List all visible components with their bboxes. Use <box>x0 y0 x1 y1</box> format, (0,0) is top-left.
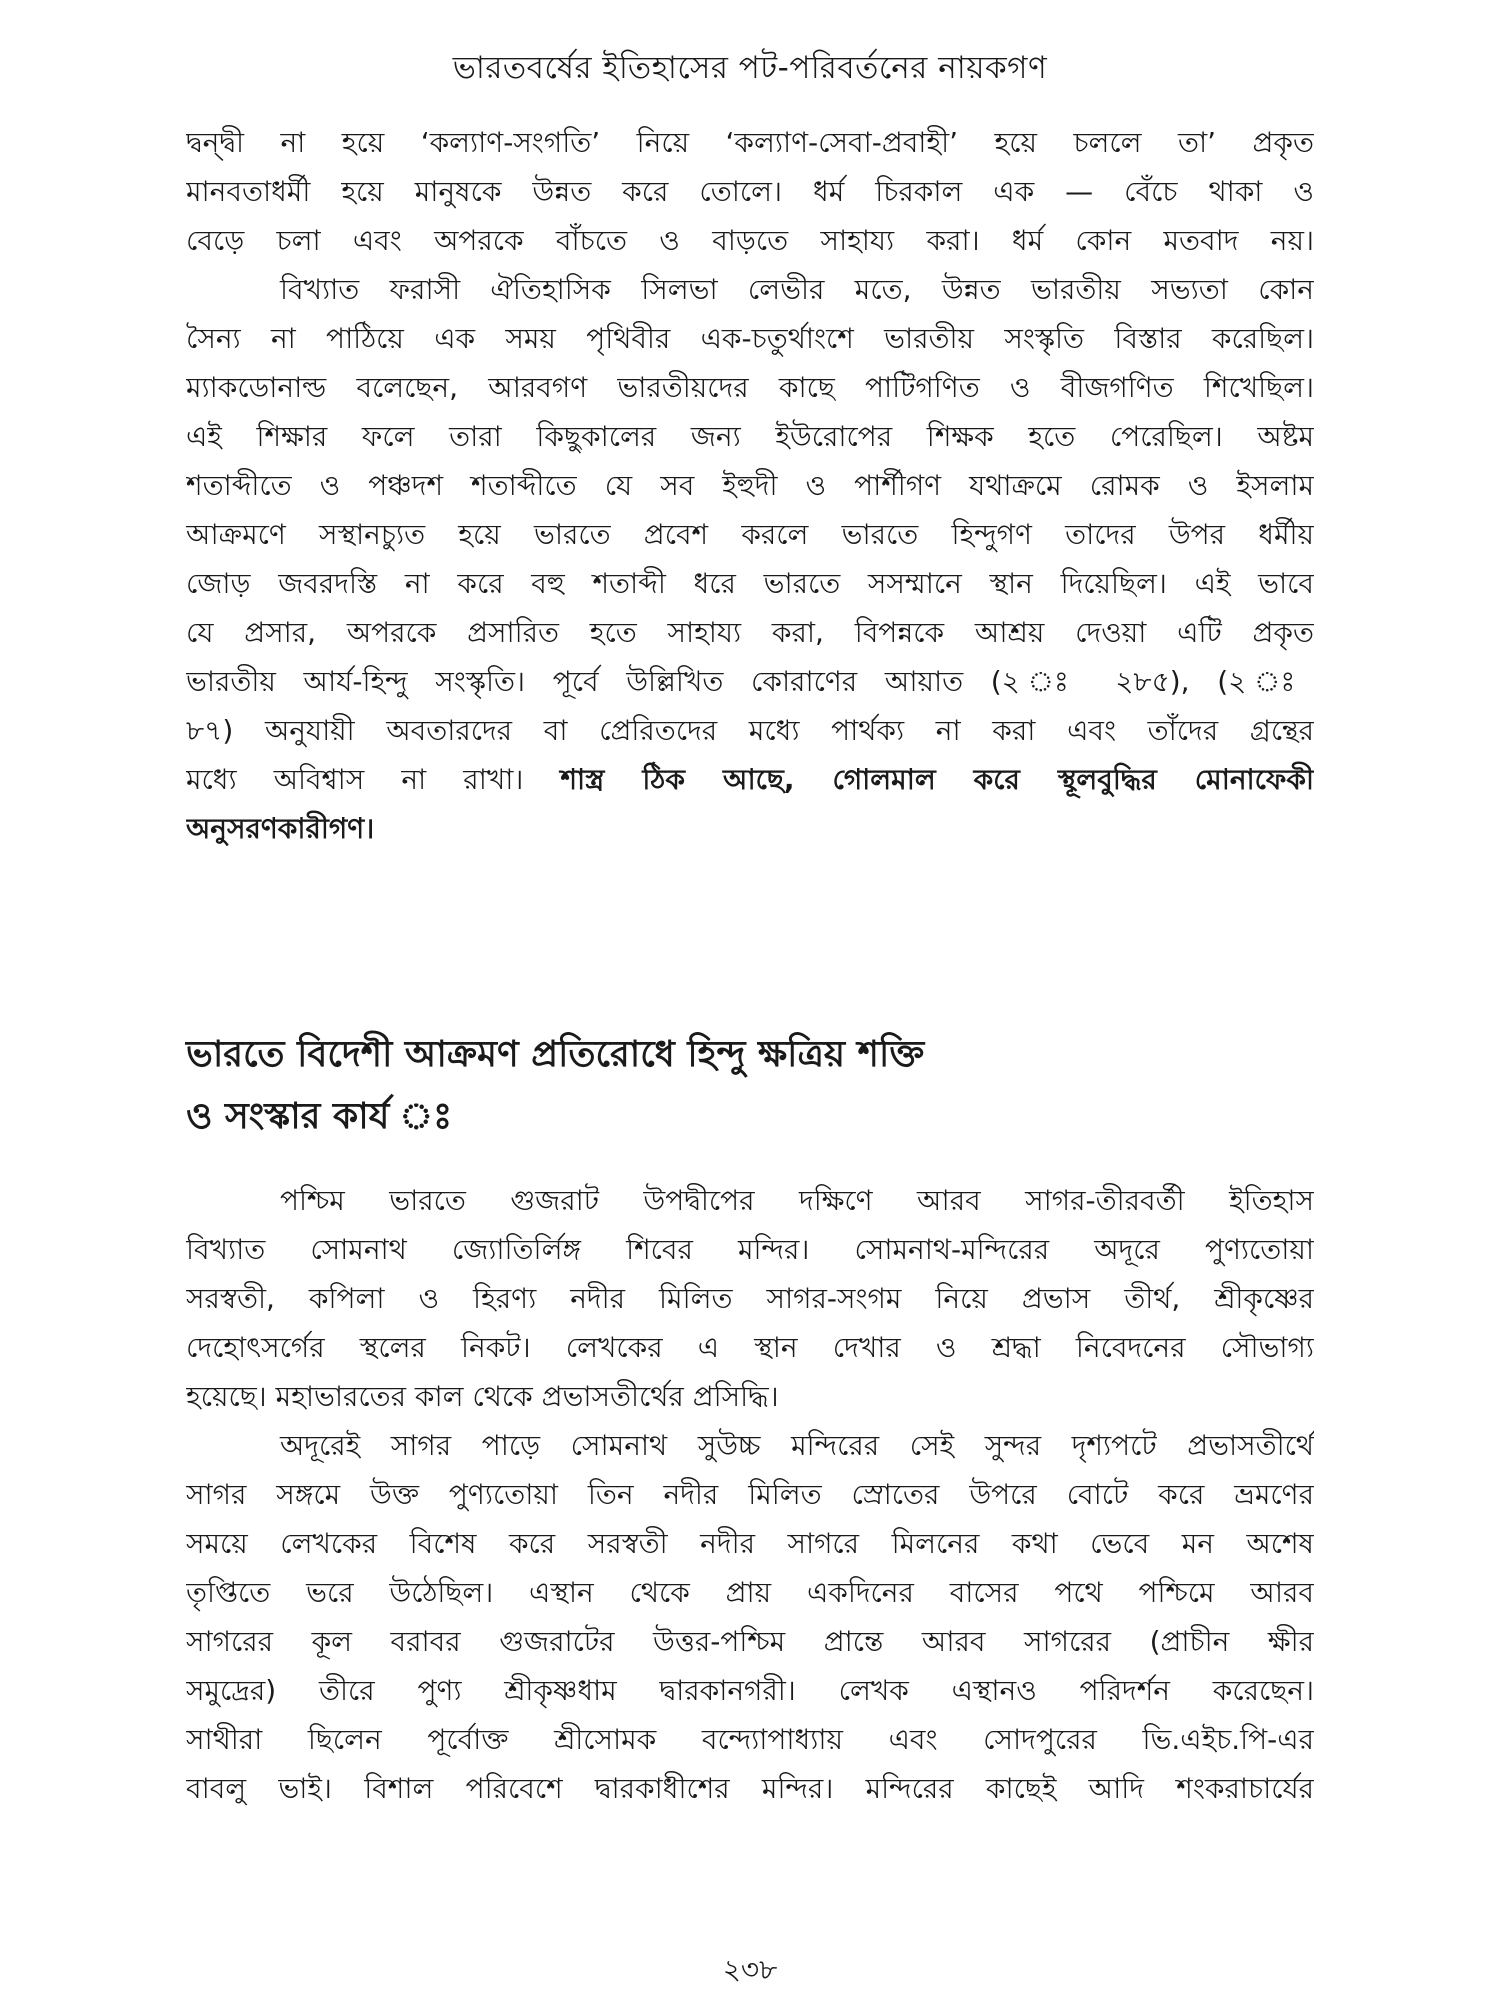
text-line: সময়ে লেখকের বিশেষ করে সরস্বতী নদীর সাগরে মিলনের কথা ভেবে মন অশেষ <box>186 1527 1314 1560</box>
text-line: দেহোৎসর্গের স্থলের নিকট। লেখকের এ স্থান দেখার ও শ্রদ্ধা নিবেদনের সৌভাগ্য <box>186 1331 1314 1364</box>
text-line: সাগর সঙ্গমে উক্ত পুণ্যতোয়া তিন নদীর মিলিত স্রোতের উপরে বোটে করে ভ্রমণের <box>186 1478 1314 1511</box>
text-line: সৈন্য না পাঠিয়ে এক সময় পৃথিবীর এক-চতুর্থাংশে ভারতীয় সংস্কৃতি বিস্তার করেছিল। <box>186 322 1314 355</box>
text-line: এই শিক্ষার ফলে তারা কিছুকালের জন্য ইউরোপের শিক্ষক হতে পেরেছিল। অষ্টম <box>186 420 1314 453</box>
text-line: হয়েছে। মহাভারতের কাল থেকে প্রভাসতীর্থের প্রসিদ্ধি। <box>186 1380 779 1413</box>
body-block-2 <box>186 1176 1314 1813</box>
running-head: ভারতবর্ষের ইতিহাসের পট-পরিবর্তনের নায়কগণ <box>452 50 1048 86</box>
heading-line: ও সংস্কার কার্য ঃ <box>186 1096 453 1137</box>
text-line: বিখ্যাত ফরাসী ঐতিহাসিক সিলভা লেভীর মতে, উন্নত ভারতীয় সভ্যতা কোন <box>280 273 1314 306</box>
text-line <box>186 804 1314 853</box>
text-line: সমুদ্রের) তীরে পুণ্য শ্রীকৃষ্ণধাম দ্বারকানগরী। লেখক এস্থানও পরিদর্শন করেছেন। <box>186 1674 1314 1707</box>
text-line: বিখ্যাত সোমনাথ জ্যোতির্লিঙ্গ শিবের মন্দির। সোমনাথ-মন্দিরের অদূরে পুণ্যতোয়া <box>186 1233 1314 1266</box>
text-line: সরস্বতী, কপিলা ও হিরণ্য নদীর মিলিত সাগর-সংগম নিয়ে প্রভাস তীর্থ, শ্রীকৃষ্ণের <box>186 1282 1314 1315</box>
text-line: ম্যাকডোনাল্ড বলেছেন, আরবগণ ভারতীয়দের কাছে পাটিগণিত ও বীজগণিত শিখেছিল। <box>186 371 1314 404</box>
page-number: ২৩৮ <box>722 1953 778 1986</box>
text-line: জোড় জবরদস্তি না করে বহু শতাব্দী ধরে ভারতে সসম্মানে স্থান দিয়েছিল। এই ভাবে <box>186 567 1314 600</box>
text-line: পশ্চিম ভারতে গুজরাট উপদ্বীপের দক্ষিণে আরব সাগর-তীরবর্তী ইতিহাস <box>280 1184 1314 1217</box>
text-line: বাবলু ভাই। বিশাল পরিবেশে দ্বারকাধীশের মন্দির। মন্দিরের কাছেই আদি শংকরাচার্যের <box>186 1772 1314 1805</box>
text-line: সাথীরা ছিলেন পূর্বোক্ত শ্রীসোমক বন্দ্যোপাধ্যায় এবং সোদপুরের ভি.এইচ.পি-এর <box>186 1723 1314 1756</box>
text-line: মানবতাধর্মী হয়ে মানুষকে উন্নত করে তোলে। ধর্ম চিরকাল এক — বেঁচে থাকা ও <box>186 175 1314 208</box>
text-line: সাগরের কূল বরাবর গুজরাটের উত্তর-পশ্চিম প্রান্তে আরব সাগরের (প্রাচীন ক্ষীর <box>186 1625 1314 1658</box>
emphasized-text: শাস্ত্র ঠিক আছে, গোলমাল করে স্থূলবুদ্ধির মোনাফেকী <box>560 763 1314 796</box>
text-line <box>186 755 1314 804</box>
text-line: ভারতীয় আর্য-হিন্দু সংস্কৃতি। পূর্বে উল্লিখিত কোরাণের আয়াত (২ ঃ ২৮৫), (২ ঃ <box>186 665 1314 698</box>
text-line: আক্রমণে সস্থানচ্যুত হয়ে ভারতে প্রবেশ করলে ভারতে হিন্দুগণ তাদের উপর ধর্মীয় <box>186 518 1314 551</box>
section-heading <box>186 1024 1314 1148</box>
emphasized-text: অনুসরণকারীগণ। <box>186 812 375 845</box>
text-line: শতাব্দীতে ও পঞ্চদশ শতাব্দীতে যে সব ইহুদী ও পার্শীগণ যথাক্রমে রোমক ও ইসলাম <box>186 469 1314 502</box>
body-block-1 <box>186 118 1314 853</box>
text-line: বেড়ে চলা এবং অপরকে বাঁচতে ও বাড়তে সাহায্য করা। ধর্ম কোন মতবাদ নয়। <box>186 224 1314 257</box>
text-line: অদূরেই সাগর পাড়ে সোমনাথ সুউচ্চ মন্দিরের সেই সুন্দর দৃশ্যপটে প্রভাসতীর্থে <box>280 1429 1314 1462</box>
text-run: মধ্যে অবিশ্বাস না রাখা। <box>186 763 524 796</box>
heading-line: ভারতে বিদেশী আক্রমণ প্রতিরোধে হিন্দু ক্ষত্রিয় শক্তি <box>186 1034 925 1075</box>
text-line: ৮৭) অনুযায়ী অবতারদের বা প্রেরিতদের মধ্যে পার্থক্য না করা এবং তাঁদের গ্রন্থের <box>186 714 1314 747</box>
text-line: যে প্রসার, অপরকে প্রসারিত হতে সাহায্য করা, বিপন্নকে আশ্রয় দেওয়া এটি প্রকৃত <box>186 616 1314 649</box>
text-line: দ্বন্দ্বী না হয়ে ‘কল্যাণ-সংগতি’ নিয়ে ‘কল্যাণ-সেবা-প্রবাহী’ হয়ে চললে তা’ প্রকৃত <box>186 126 1314 159</box>
text-line: তৃপ্তিতে ভরে উঠেছিল। এস্থান থেকে প্রায় একদিনের বাসের পথে পশ্চিমে আরব <box>186 1576 1314 1609</box>
